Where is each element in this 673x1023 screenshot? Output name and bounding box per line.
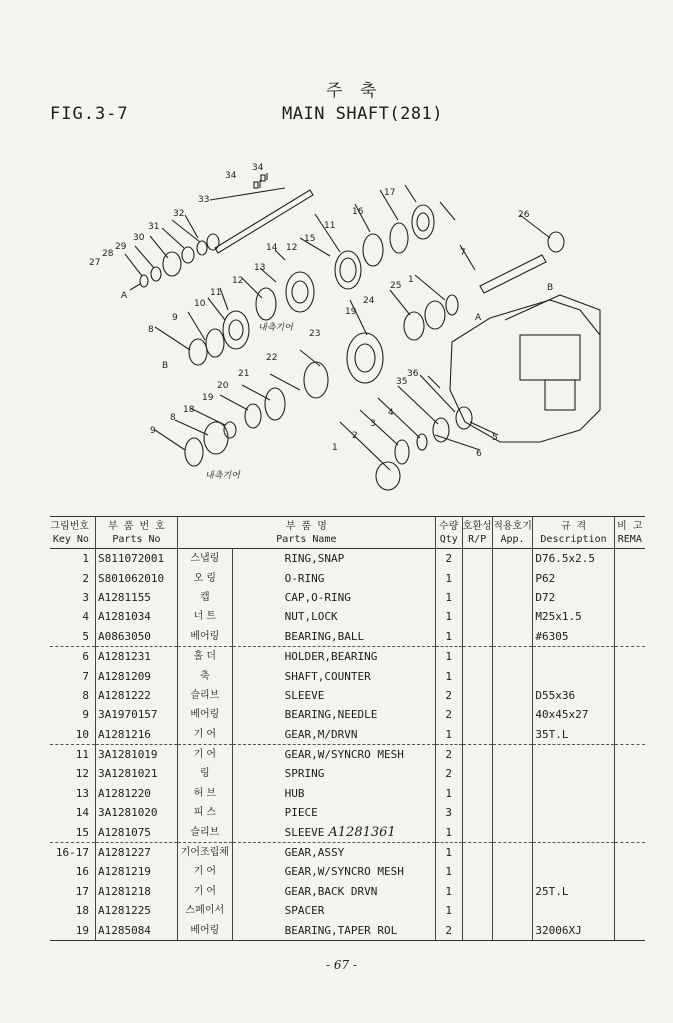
svg-text:27: 27 — [89, 258, 101, 268]
svg-text:11: 11 — [324, 221, 336, 231]
cell-pno: S811072001 — [95, 549, 177, 569]
header-parts-name: 부 품 명 Parts Name — [178, 517, 436, 549]
svg-text:28: 28 — [102, 249, 114, 259]
exploded-parts-diagram — [80, 160, 640, 495]
svg-text:6: 6 — [476, 449, 482, 459]
cell-rp — [462, 784, 492, 803]
svg-text:35: 35 — [396, 377, 408, 387]
cell-rp — [462, 862, 492, 881]
cell-kr: 스페이서 — [178, 901, 233, 920]
cell-name: HOLDER,BEARING — [232, 646, 435, 666]
cell-app — [492, 568, 533, 587]
cell-name: SLEEVE — [232, 686, 435, 705]
table-row — [50, 901, 645, 920]
cell-qty: 2 — [435, 686, 462, 705]
svg-text:34: 34 — [225, 171, 237, 181]
header-qty: 수량 Qty — [435, 517, 462, 549]
cell-rem — [614, 646, 645, 666]
svg-text:2: 2 — [352, 431, 358, 441]
cell-rp — [462, 901, 492, 920]
cell-rp — [462, 646, 492, 666]
cell-key: 11 — [75, 748, 89, 762]
svg-text:8: 8 — [170, 413, 176, 423]
cell-qty: 2 — [435, 705, 462, 724]
cell-desc — [533, 646, 614, 666]
cell-desc — [533, 744, 614, 764]
cell-name: GEAR,M/DRVN — [232, 725, 435, 745]
header-key: 그림번호 Key No — [50, 517, 95, 549]
cell-qty: 1 — [435, 627, 462, 647]
cell-rp — [462, 744, 492, 764]
cell-rp — [462, 920, 492, 940]
cell-rem — [614, 784, 645, 803]
cell-kr: 슬리브 — [178, 686, 233, 705]
cell-key: 7 — [82, 669, 89, 683]
cell-name: BEARING,BALL — [232, 627, 435, 647]
cell-rem — [614, 901, 645, 920]
cell-key: 12 — [75, 767, 89, 781]
table-row — [50, 784, 645, 803]
svg-text:8: 8 — [148, 325, 154, 335]
cell-pno: A1281218 — [95, 882, 177, 901]
cell-name: SPRING — [232, 764, 435, 783]
svg-text:16: 16 — [352, 207, 364, 217]
cell-rem — [614, 725, 645, 745]
cell-key: 3 — [82, 590, 89, 604]
cell-pno: A1281219 — [95, 862, 177, 881]
svg-text:10: 10 — [194, 299, 206, 309]
cell-desc — [533, 784, 614, 803]
svg-text:17: 17 — [384, 188, 396, 198]
cell-pno: A1281225 — [95, 901, 177, 920]
cell-pno: A1281209 — [95, 666, 177, 685]
svg-text:3: 3 — [370, 419, 376, 429]
svg-text:32: 32 — [173, 209, 185, 219]
handwritten-note: 내측기어 — [258, 323, 293, 333]
table-row — [50, 803, 645, 822]
cell-desc — [533, 666, 614, 685]
table-row — [50, 549, 645, 569]
handwritten-part-note: A1281361 — [328, 824, 396, 840]
svg-text:1: 1 — [408, 275, 414, 285]
cell-kr: 링 — [178, 764, 233, 783]
cell-app — [492, 920, 533, 940]
cell-desc: 32006XJ — [533, 920, 614, 940]
cell-desc: D55x36 — [533, 686, 614, 705]
cell-app — [492, 646, 533, 666]
handwritten-note: 내측기어 — [205, 471, 240, 481]
cell-qty: 1 — [435, 882, 462, 901]
cell-kr: 너 트 — [178, 607, 233, 626]
cell-rem — [614, 705, 645, 724]
table-row — [50, 627, 645, 647]
cell-rem — [614, 764, 645, 783]
cell-name: PIECE — [232, 803, 435, 822]
header-remarks: 비 고 REMA — [614, 517, 645, 549]
cell-kr: 베어링 — [178, 627, 233, 647]
svg-text:4: 4 — [388, 408, 394, 418]
cell-app — [492, 822, 533, 842]
cell-kr: 스냅링 — [178, 549, 233, 569]
cell-rem — [614, 568, 645, 587]
svg-text:5: 5 — [492, 433, 498, 443]
cell-pno: A1281231 — [95, 646, 177, 666]
header-description: 규 격 Description — [533, 517, 614, 549]
cell-app — [492, 842, 533, 862]
cell-kr: 베어링 — [178, 920, 233, 940]
cell-key: 6 — [82, 650, 89, 664]
cell-kr: 베어링 — [178, 705, 233, 724]
cell-pno: A1281034 — [95, 607, 177, 626]
svg-text:14: 14 — [266, 243, 278, 253]
cell-name: GEAR,W/SYNCRO MESH — [232, 862, 435, 881]
cell-app — [492, 549, 533, 569]
svg-text:34: 34 — [252, 163, 264, 173]
cell-kr: 기 어 — [178, 882, 233, 901]
cell-app — [492, 627, 533, 647]
cell-rp — [462, 549, 492, 569]
cell-rem — [614, 803, 645, 822]
table-row — [50, 666, 645, 685]
table-row — [50, 725, 645, 745]
cell-app — [492, 666, 533, 685]
svg-text:36: 36 — [407, 369, 419, 379]
cell-app — [492, 705, 533, 724]
cell-rem — [614, 686, 645, 705]
cell-pno: A1281220 — [95, 784, 177, 803]
cell-name: NUT,LOCK — [232, 607, 435, 626]
cell-rem — [614, 666, 645, 685]
cell-app — [492, 764, 533, 783]
header-rp: 호환성 R/P — [462, 517, 492, 549]
page-title: MAIN SHAFT(281) — [282, 104, 444, 124]
cell-key: 18 — [75, 904, 89, 918]
table-row — [50, 764, 645, 783]
cell-desc: 35T.L — [533, 725, 614, 745]
cell-key: 4 — [82, 610, 89, 624]
cell-app — [492, 803, 533, 822]
cell-app — [492, 901, 533, 920]
page-number: - 67 - — [326, 958, 358, 972]
cell-key: 9 — [82, 708, 89, 722]
cell-desc: P62 — [533, 568, 614, 587]
cell-qty: 1 — [435, 588, 462, 607]
cell-name: SPACER — [232, 901, 435, 920]
cell-name: GEAR,ASSY — [232, 842, 435, 862]
header-parts-no: 부 품 번 호 Parts No — [95, 517, 177, 549]
cell-qty: 1 — [435, 568, 462, 587]
cell-key: 14 — [75, 806, 89, 820]
svg-text:B: B — [162, 361, 169, 371]
cell-pno: A1281227 — [95, 842, 177, 862]
cell-rp — [462, 568, 492, 587]
cell-key: 10 — [50, 725, 95, 745]
cell-qty: 1 — [435, 646, 462, 666]
cell-app — [492, 725, 533, 745]
table-row — [50, 568, 645, 587]
cell-rem — [614, 842, 645, 862]
cell-key: 19 — [50, 920, 95, 940]
cell-pno: S801062010 — [95, 568, 177, 587]
cell-rp — [462, 822, 492, 842]
cell-desc: 40x45x27 — [533, 705, 614, 724]
cell-rp — [462, 627, 492, 647]
cell-pno: 3A1281020 — [95, 803, 177, 822]
shaft-33-shape — [215, 190, 316, 253]
table-header-row — [50, 517, 645, 549]
svg-text:21: 21 — [238, 369, 250, 379]
cell-rem — [614, 822, 645, 842]
cell-rp — [462, 803, 492, 822]
cell-pno: A1281155 — [95, 588, 177, 607]
cell-name: HUB — [232, 784, 435, 803]
cell-key: 13 — [75, 786, 89, 800]
cell-kr: 홀 더 — [178, 646, 233, 666]
cell-rem — [614, 920, 645, 940]
cell-kr: 축 — [178, 666, 233, 685]
table-row — [50, 588, 645, 607]
svg-text:B: B — [547, 283, 554, 293]
cell-key: 8 — [82, 688, 89, 702]
svg-text:19: 19 — [202, 393, 214, 403]
svg-text:A: A — [475, 313, 482, 323]
table-row — [50, 920, 645, 940]
svg-text:30: 30 — [133, 233, 145, 243]
svg-text:24: 24 — [363, 296, 375, 306]
cell-key: 2 — [82, 571, 89, 585]
cell-key: 16 — [75, 865, 89, 879]
table-row — [50, 862, 645, 881]
cell-kr: 기어조립체 — [178, 842, 233, 862]
cell-desc — [533, 842, 614, 862]
svg-text:1: 1 — [332, 443, 338, 453]
cell-rem — [614, 744, 645, 764]
cell-app — [492, 784, 533, 803]
svg-text:A: A — [121, 291, 128, 301]
svg-text:33: 33 — [198, 195, 210, 205]
cell-qty: 2 — [435, 920, 462, 940]
cell-name: O-RING — [232, 568, 435, 587]
cell-rem — [614, 862, 645, 881]
cell-name: BEARING,TAPER ROL — [232, 920, 435, 940]
table-row — [50, 882, 645, 901]
cell-qty: 3 — [435, 803, 462, 822]
svg-text:11: 11 — [210, 288, 222, 298]
cell-qty: 1 — [435, 784, 462, 803]
svg-text:12: 12 — [286, 243, 298, 253]
cell-rp — [462, 588, 492, 607]
cell-rem — [614, 549, 645, 569]
cell-rem — [614, 607, 645, 626]
cell-pno: A1281222 — [95, 686, 177, 705]
cell-kr: 기 어 — [178, 725, 233, 745]
cell-name: SHAFT,COUNTER — [232, 666, 435, 685]
cell-pno: 3A1281019 — [95, 744, 177, 764]
svg-text:15: 15 — [304, 234, 316, 244]
cell-rp — [462, 607, 492, 626]
cell-rem — [614, 588, 645, 607]
header-app: 적용호기 App. — [492, 517, 533, 549]
figure-label: FIG.3-7 — [50, 104, 129, 124]
cell-rp — [462, 666, 492, 685]
cell-desc — [533, 764, 614, 783]
cell-pno: 3A1970157 — [95, 705, 177, 724]
korean-title: 주 축 — [326, 81, 383, 101]
cell-name: RING,SNAP — [232, 549, 435, 569]
svg-text:22: 22 — [266, 353, 278, 363]
cell-qty: 1 — [435, 666, 462, 685]
cell-pno: A1285084 — [95, 920, 177, 940]
svg-text:25: 25 — [390, 281, 402, 291]
cell-rp — [462, 725, 492, 745]
table-row — [50, 705, 645, 724]
svg-text:13: 13 — [254, 263, 266, 273]
cell-kr: 기 어 — [178, 862, 233, 881]
cell-rp — [462, 764, 492, 783]
parts-table — [50, 516, 645, 941]
svg-text:9: 9 — [150, 426, 156, 436]
cell-rp — [462, 686, 492, 705]
cell-desc — [533, 901, 614, 920]
cell-rp — [462, 705, 492, 724]
cell-rp — [462, 842, 492, 862]
cell-pno: A1281075 — [95, 822, 177, 842]
cell-kr: 슬리브 — [178, 822, 233, 842]
cell-app — [492, 862, 533, 881]
cell-app — [492, 882, 533, 901]
cell-kr: 기 어 — [178, 744, 233, 764]
cell-desc: D76.5x2.5 — [533, 549, 614, 569]
cell-kr: 피 스 — [178, 803, 233, 822]
cell-app — [492, 744, 533, 764]
cell-qty: 1 — [435, 842, 462, 862]
svg-text:23: 23 — [309, 329, 321, 339]
cell-qty: 1 — [435, 822, 462, 842]
table-row — [50, 842, 645, 862]
cell-key: 1 — [82, 552, 89, 566]
cell-desc: #6305 — [533, 627, 614, 647]
cell-app — [492, 686, 533, 705]
cell-qty: 1 — [435, 725, 462, 745]
cell-pno: 3A1281021 — [95, 764, 177, 783]
cell-key: 17 — [75, 884, 89, 898]
cell-desc: M25x1.5 — [533, 607, 614, 626]
cell-kr: 오 링 — [178, 568, 233, 587]
svg-text:31: 31 — [148, 222, 160, 232]
cell-qty: 2 — [435, 744, 462, 764]
cell-name: GEAR,BACK DRVN — [232, 882, 435, 901]
table-row — [50, 607, 645, 626]
cell-name: SLEEVE A1281361 — [232, 822, 435, 842]
svg-text:20: 20 — [217, 381, 229, 391]
cell-name: BEARING,NEEDLE — [232, 705, 435, 724]
cell-rp — [462, 882, 492, 901]
cell-qty: 2 — [435, 764, 462, 783]
cell-app — [492, 588, 533, 607]
cell-key: 15 — [50, 822, 95, 842]
cell-key: 5 — [50, 627, 95, 647]
table-row — [50, 822, 645, 842]
table-row — [50, 744, 645, 764]
cell-key: 16-17 — [55, 846, 89, 860]
cell-qty: 1 — [435, 901, 462, 920]
cell-qty: 1 — [435, 607, 462, 626]
svg-text:18: 18 — [183, 405, 195, 415]
cell-desc — [533, 862, 614, 881]
cell-pno: A0863050 — [95, 627, 177, 647]
cell-desc — [533, 803, 614, 822]
table-row — [50, 686, 645, 705]
cell-desc: 25T.L — [533, 882, 614, 901]
cell-desc: D72 — [533, 588, 614, 607]
cell-qty: 1 — [435, 862, 462, 881]
cell-qty: 2 — [435, 549, 462, 569]
cell-rem — [614, 882, 645, 901]
svg-text:19: 19 — [345, 307, 357, 317]
cell-name: CAP,O-RING — [232, 588, 435, 607]
cell-app — [492, 607, 533, 626]
cell-rem — [614, 627, 645, 647]
svg-text:9: 9 — [172, 313, 178, 323]
cell-kr: 캡 — [178, 588, 233, 607]
cell-kr: 허 브 — [178, 784, 233, 803]
cell-pno: A1281216 — [95, 725, 177, 745]
svg-text:7: 7 — [460, 248, 466, 258]
svg-text:12: 12 — [232, 276, 244, 286]
cell-name: GEAR,W/SYNCRO MESH — [232, 744, 435, 764]
svg-text:29: 29 — [115, 242, 127, 252]
svg-text:26: 26 — [518, 210, 530, 220]
table-row — [50, 646, 645, 666]
cell-desc — [533, 822, 614, 842]
